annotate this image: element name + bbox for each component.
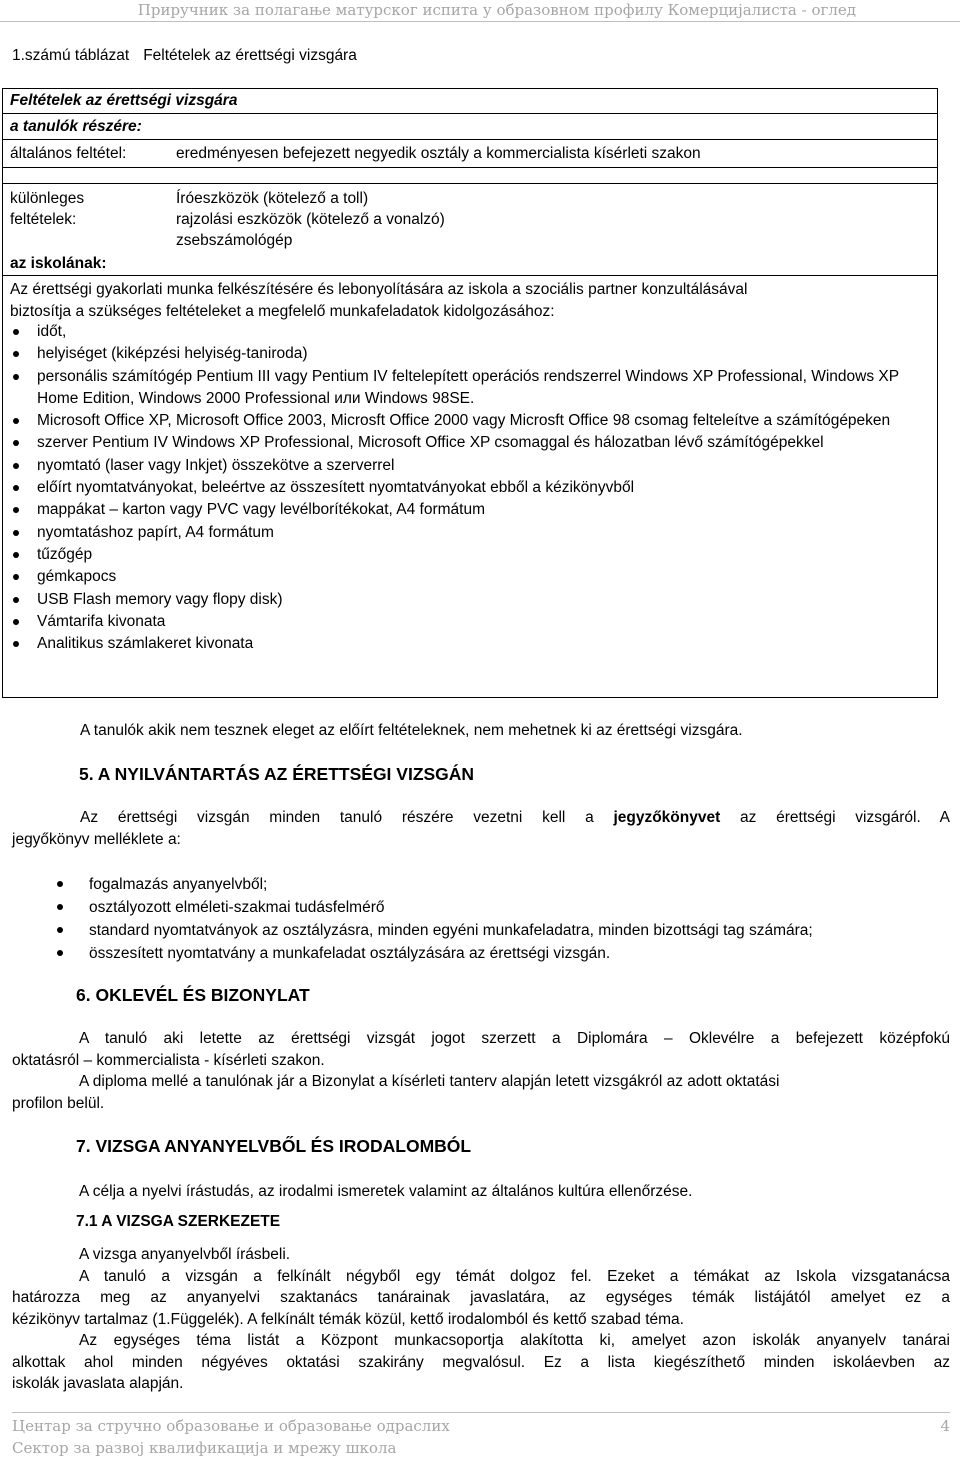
list-item: nyomtató (laser vagy Inkjet) összekötve a szerverrel	[11, 455, 923, 477]
list-item: összesített nyomtatvány a munkafeladat osztályzására az érettségi vizsgán.	[55, 942, 950, 965]
paragraph-line: alkottak ahol minden négyéves oktatási szakirány megvalósul. Ez a lista kiegészíthető minden iskoláevben az	[12, 1353, 950, 1371]
section-7-1-heading: 7.1 A VIZSGA SZERKEZETE	[76, 1213, 281, 1230]
paragraph-text: az érettségi vizsgáról. A	[740, 809, 950, 826]
list-item: Microsoft Office XP, Microsoft Office 2003, Microsft Office 2000 vagy Microsft Office 98 csomag felteleítve a számítógépeken	[11, 410, 923, 432]
special-label-line: feltételek:	[10, 211, 77, 228]
general-value: eredményesen befejezett negyedik osztály a kommercialista kísérleti szakon	[176, 145, 701, 162]
list-item: personális számítógép Pentium III vagy Pentium IV feltelepített operációs rendszerrel Windows XP Professional, Windows XP Home Edition, Windows 2000 Professional или Windows 98SE.	[11, 366, 923, 411]
list-item: időt,	[11, 321, 923, 343]
general-condition-row	[10, 145, 930, 163]
paragraph-line: határozza meg az anyanyelvi szaktanács tanárainak javaslatára, az egységes témák listájától amelyet ez a	[12, 1289, 950, 1306]
paragraph-line: oktatásról – kommercialista - kísérleti szakon.	[12, 1051, 325, 1069]
special-items	[176, 188, 445, 251]
list-item: tűzőgép	[11, 544, 923, 566]
table-title: Feltételek az érettségi vizsgára	[10, 92, 238, 109]
list-item: gémkapocs	[11, 566, 923, 588]
paragraph-line: jegyőkönyv melléklete a:	[12, 830, 181, 848]
section-6-paragraphs	[12, 1028, 950, 1114]
paragraph-line: A tanuló aki letette az érettségi vizsgát jogot szerzett a Diplomára – Oklevélre a befejezett középfokú	[79, 1030, 950, 1047]
list-item: USB Flash memory vagy flopy disk)	[11, 589, 923, 611]
table-divider	[3, 183, 937, 184]
eligibility-note: A tanulók akik nem tesznek eleget az előírt feltételeknek, nem mehetnek ki az érettségi vizsgára.	[80, 722, 743, 739]
paragraph-line: A tanuló a vizsgán a felkínált négyből egy témát dolgoz fel. Ezeket a témákat az Iskola vizsgatanácsa	[79, 1267, 950, 1285]
school-intro-line: biztosítja a szükséges feltételeket a megfelelő munkafeladatok kidolgozásához:	[10, 302, 555, 320]
table-divider	[3, 167, 937, 168]
page-footer	[12, 1412, 950, 1459]
general-label: általános feltétel:	[10, 145, 127, 162]
list-item: osztályozott elméleti-szakmai tudásfelmérő	[55, 896, 950, 919]
list-item: Analitikus számlakeret kivonata	[11, 633, 923, 655]
list-item: szerver Pentium IV Windows XP Professional, Microsoft Office XP csomaggal és hálozatban lévő számítógépekkel	[11, 432, 923, 454]
attachment-list	[55, 873, 950, 965]
list-item: mappákat – karton vagy PVC vagy levélborítékokat, A4 formátum	[11, 499, 923, 521]
special-condition-row	[10, 188, 930, 249]
special-item: rajzolási eszközök (kötelező a vonalzó)	[176, 211, 445, 228]
paragraph-line	[12, 807, 950, 829]
school-intro-line: Az érettségi gyakorlati munka felkészítésére és lebonyolítására az iskola a szociális partner konzultálásával	[10, 281, 748, 298]
paragraph-text: Az érettségi vizsgán minden tanuló részére vezetni kell a	[80, 809, 594, 826]
paragraph-line: Az egységes téma listát a Központ munkacsoportja alakította ki, amelyet azon iskolák anyanyelv tanárai	[79, 1332, 950, 1349]
school-intro	[10, 279, 930, 322]
table-divider	[3, 139, 937, 140]
paragraph-line: A diploma mellé a tanulónak jár a Bizonylat a kísérleti tanterv alapján letett vizsgákról az adott oktatási	[79, 1073, 780, 1090]
special-item: Íróeszközök (kötelező a toll)	[176, 190, 369, 207]
page-number: 4	[940, 1417, 950, 1435]
school-requirements-list	[11, 321, 923, 655]
list-item: helyiséget (kiképzési helyiség-taniroda)	[11, 343, 923, 365]
section-7-intro: A célja a nyelvi írástudás, az irodalmi ismeretek valamint az általános kultúra ellenőrzése.	[79, 1183, 693, 1200]
school-heading: az iskolának:	[10, 255, 107, 272]
table-divider	[3, 113, 937, 114]
paragraph-line: kézikönyv tartalmaz (1.Függelék). A felkínált témák közül, kettő irodalomból és kettő szabad téma.	[12, 1310, 684, 1328]
running-header: Приручник за полагање матурског испита у образовном профилу Комерцијалиста - оглед	[0, 0, 960, 22]
paragraph-line: iskolák javaslata alapján.	[12, 1375, 184, 1392]
section-7-heading: 7. VIZSGA ANYANYELVBŐL ÉS IRODALOMBÓL	[76, 1136, 472, 1156]
special-item: zsebszámológép	[176, 232, 293, 249]
paragraph-line: profilon belül.	[12, 1094, 105, 1112]
special-label	[10, 188, 930, 230]
list-item: nyomtatáshoz papírt, A4 formátum	[11, 522, 923, 544]
table-divider	[3, 275, 937, 276]
conditions-table	[2, 88, 938, 698]
section-5-paragraph	[12, 807, 950, 850]
table-number: 1.számú táblázat	[12, 47, 130, 64]
section-7-1-paragraphs	[12, 1244, 950, 1395]
emphasized-term: jegyzőkönyvet	[613, 809, 721, 826]
footer-department: Сектор за развој квалификација и мрежу школа	[12, 1439, 397, 1457]
list-item: standard nyomtatványok az osztályzásra, minden egyéni munkafeladatra, minden bizottsági tag számára;	[55, 919, 950, 942]
table-caption-title: Feltételek az érettségi vizsgára	[143, 47, 357, 64]
table-caption	[12, 47, 357, 65]
paragraph-line: A vizsga anyanyelvből írásbeli.	[79, 1246, 291, 1263]
students-heading: a tanulók részére:	[10, 118, 142, 135]
footer-institution: Центар за стручно образовање и образовање одраслих	[12, 1417, 450, 1435]
list-item: fogalmazás anyanyelvből;	[55, 873, 950, 896]
section-6-heading: 6. OKLEVÉL ÉS BIZONYLAT	[76, 985, 310, 1005]
list-item: előírt nyomtatványokat, beleértve az összesített nyomtatványokat ebből a kézikönyvből	[11, 477, 923, 499]
list-item: Vámtarifa kivonata	[11, 611, 923, 633]
special-label-line: különleges	[10, 190, 85, 207]
section-5-heading: 5. A NYILVÁNTARTÁS AZ ÉRETTSÉGI VIZSGÁN	[79, 764, 475, 784]
